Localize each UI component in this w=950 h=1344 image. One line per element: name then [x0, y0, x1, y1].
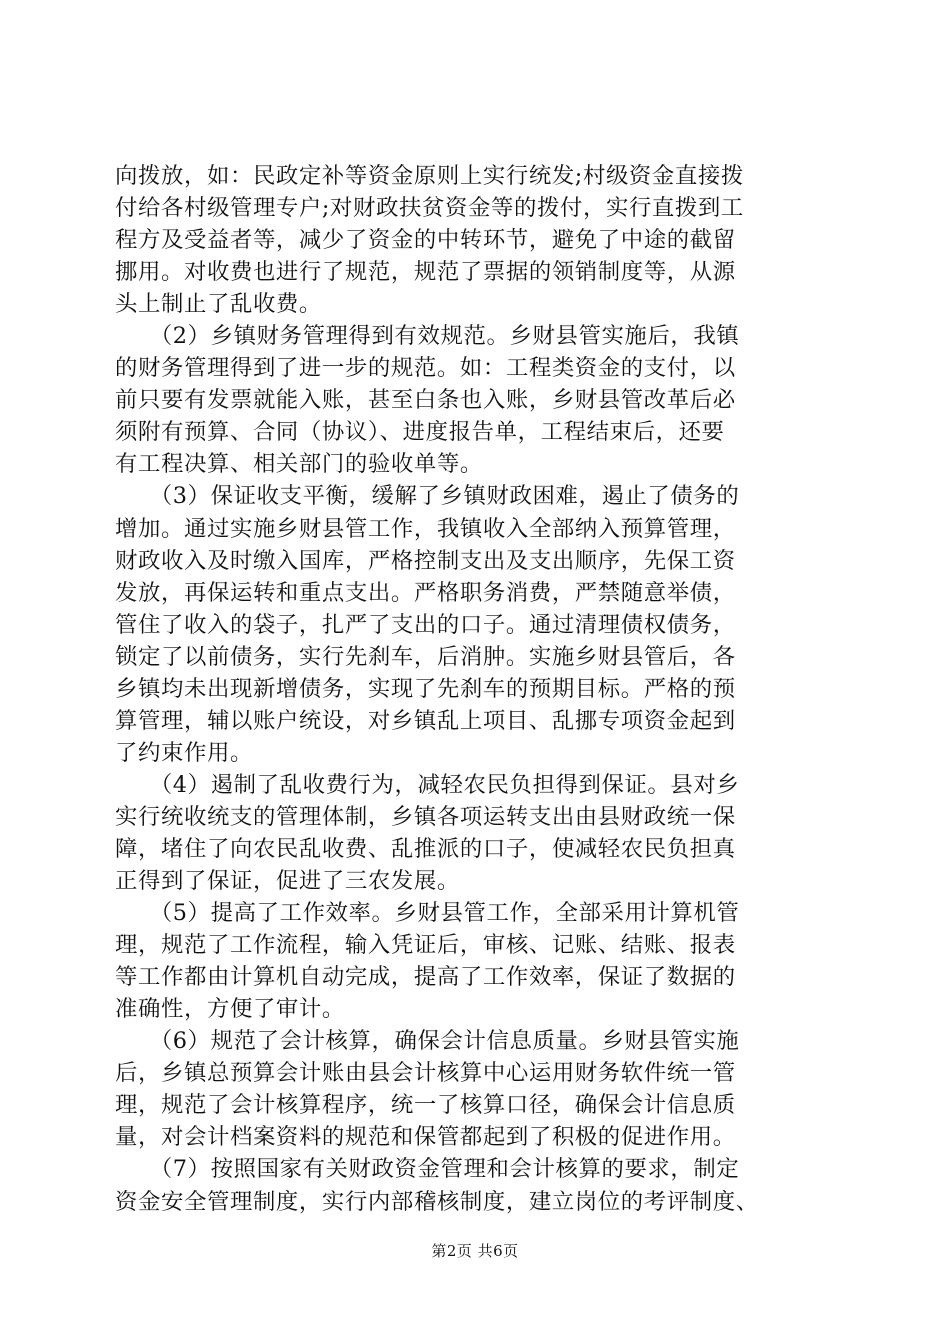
text-line: 头上制止了乱收费。: [115, 291, 322, 318]
text-line: 理，规范了工作流程，输入凭证后，审核、记账、结账、报表: [115, 932, 736, 959]
page-number-footer: 第2页 共6页: [431, 1242, 519, 1260]
document-body: [115, 160, 833, 1218]
text-line: 等工作都由计算机自动完成，提高了工作效率，保证了数据的: [115, 964, 736, 991]
text-line: 准确性，方便了审计。: [115, 996, 345, 1023]
text-line: 资金安全管理制度，实行内部稽核制度，建立岗位的考评制度、: [115, 1188, 759, 1215]
text-line: 向拨放，如：民政定补等资金原则上实行统发;村级资金直接拨: [115, 163, 744, 189]
text-line: 前只要有发票就能入账，甚至白条也入账，乡财县管改革后必: [115, 387, 736, 414]
text-line: （6）规范了会计核算，确保会计信息质量。乡财县管实施: [115, 1028, 740, 1055]
text-line: 后，乡镇总预算会计账由县会计核算中心运用财务软件统一管: [115, 1060, 736, 1087]
text-line: 理，规范了会计核算程序，统一了核算口径，确保会计信息质: [115, 1092, 736, 1119]
text-line: 量，对会计档案资料的规范和保管都起到了积极的促进作用。: [115, 1124, 736, 1151]
text-line: 的财务管理得到了进一步的规范。如：工程类资金的支付，以: [115, 355, 736, 382]
text-line: （4）遏制了乱收费行为，减轻农民负担得到保证。县对乡: [115, 771, 740, 798]
text-line: 乡镇均未出现新增债务，实现了先刹车的预期目标。严格的预: [115, 675, 736, 702]
text-line: 有工程决算、相关部门的验收单等。: [115, 451, 483, 478]
text-line: 财政收入及时缴入国库，严格控制支出及支出顺序，先保工资: [115, 547, 736, 574]
text-line: 实行统收统支的管理体制，乡镇各项运转支出由县财政统一保: [115, 803, 736, 830]
text-line: 须附有预算、合同（协议）、进度报告单，工程结束后，还要: [115, 419, 725, 446]
text-line: （5）提高了工作效率。乡财县管工作，全部采用计算机管: [115, 900, 740, 927]
text-line: （2）乡镇财务管理得到有效规范。乡财县管实施后，我镇: [115, 323, 740, 350]
text-line: 算管理，辅以账户统设，对乡镇乱上项目、乱挪专项资金起到: [115, 707, 736, 734]
text-line: 管住了收入的袋子，扎严了支出的口子。通过清理债权债务，: [115, 611, 736, 638]
text-line: 挪用。对收费也进行了规范，规范了票据的领销制度等，从源: [115, 259, 736, 286]
text-line: 发放，再保运转和重点支出。严格职务消费，严禁随意举债，: [115, 579, 736, 606]
text-line: 了约束作用。: [115, 739, 253, 766]
text-line: 程方及受益者等，减少了资金的中转环节，避免了中途的截留: [115, 227, 736, 254]
text-line: 锁定了以前债务，实行先刹车，后消肿。实施乡财县管后，各: [115, 643, 736, 670]
text-line: （7）按照国家有关财政资金管理和会计核算的要求，制定: [115, 1156, 740, 1183]
text-line: 正得到了保证，促进了三农发展。: [115, 868, 460, 895]
text-line: （3）保证收支平衡，缓解了乡镇财政困难，遏止了债务的: [115, 483, 740, 510]
text-line: 增加。通过实施乡财县管工作，我镇收入全部纳入预算管理，: [115, 515, 736, 542]
text-line: 付给各村级管理专户;对财政扶贫资金等的拨付，实行直拨到工: [115, 195, 744, 222]
text-line: 障，堵住了向农民乱收费、乱推派的口子，使减轻农民负担真: [115, 835, 736, 862]
